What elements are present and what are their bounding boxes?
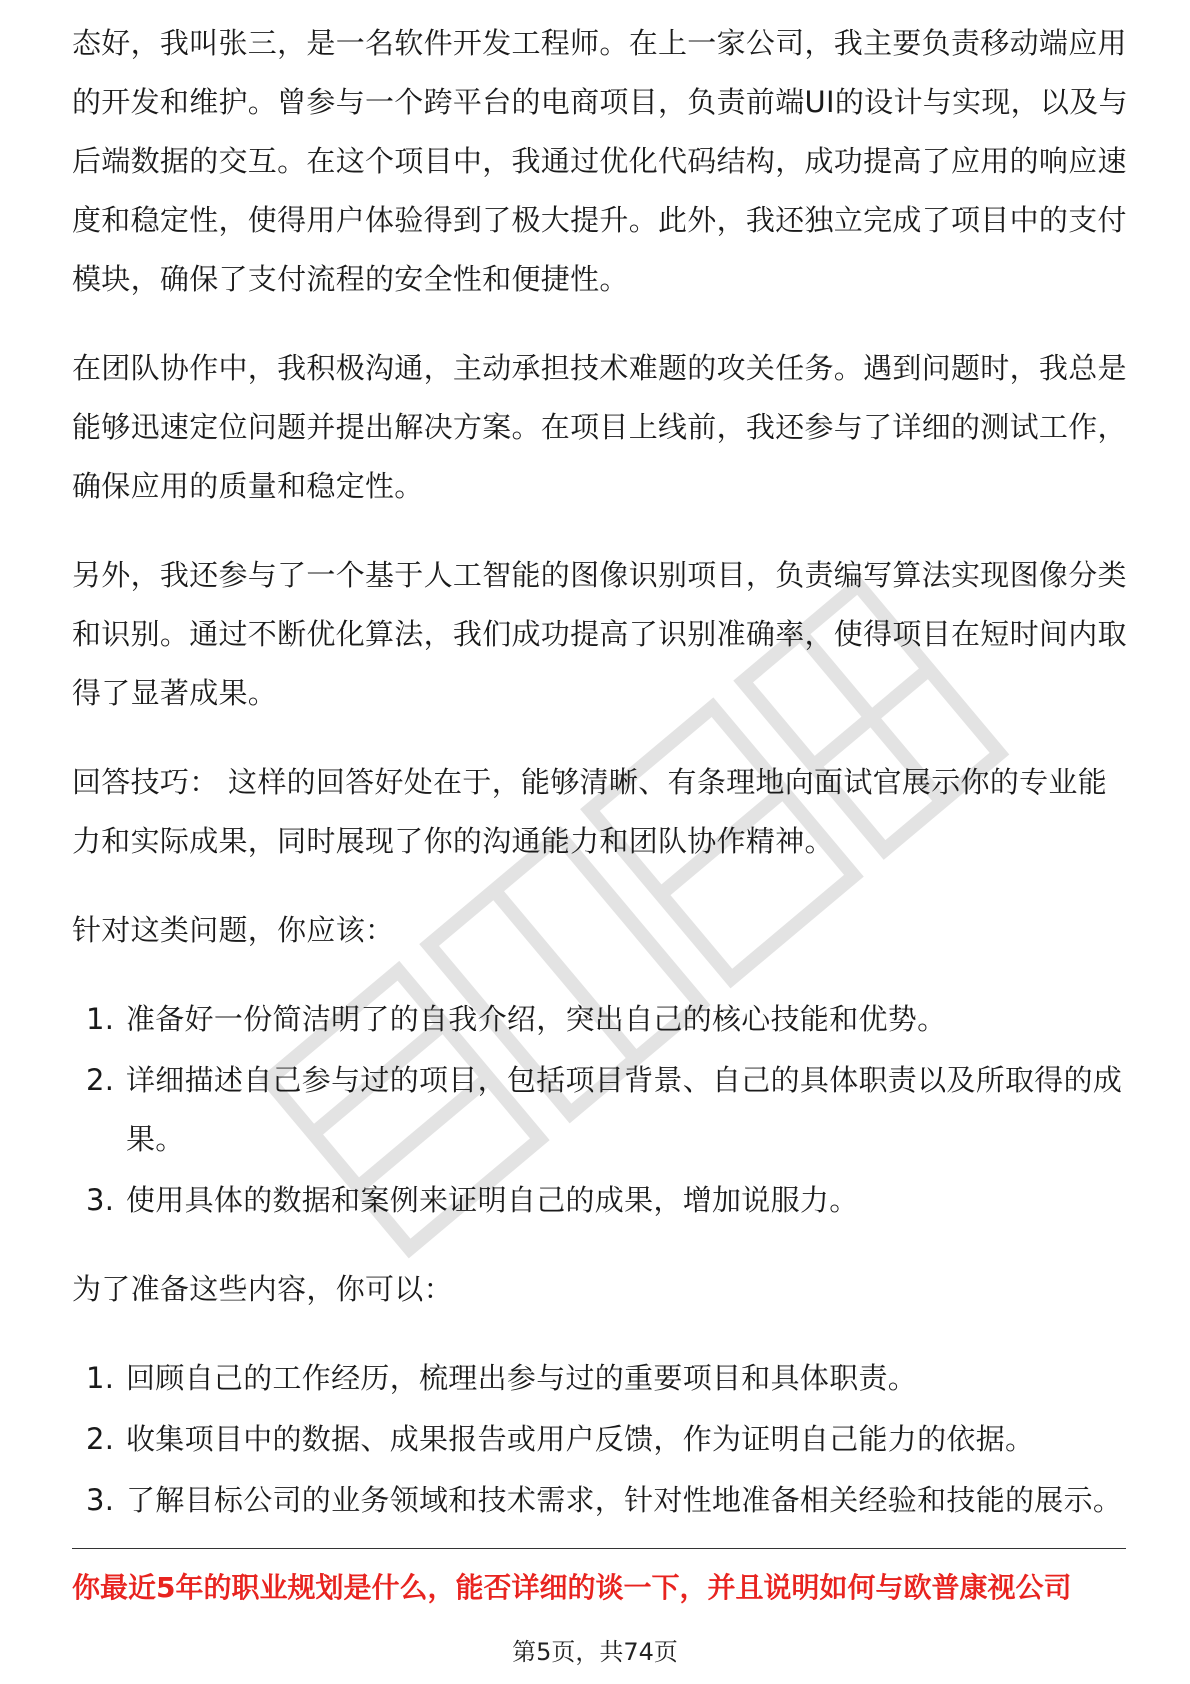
list-item-text: 准备好一份简洁明了的自我介绍，突出自己的核心技能和优势。	[126, 1002, 947, 1036]
list-item	[72, 1349, 1132, 1408]
ai-project-paragraph: 另外，我还参与了一个基于人工智能的图像识别项目，负责编写算法实现图像分类和识别。通过不断优化算法，我们成功提高了识别准确率，使得项目在短时间内取得了显著成果。	[72, 558, 1127, 710]
list-item-number: 2.	[86, 1063, 115, 1097]
list-item-number: 3.	[86, 1183, 115, 1217]
list-item-text: 详细描述自己参与过的项目，包括项目背景、自己的具体职责以及所取得的成果。	[126, 1063, 1123, 1156]
intro-paragraph: 态好，我叫张三，是一名软件开发工程师。在上一家公司，我主要负责移动端应用的开发和维护。曾参与一个跨平台的电商项目，负责前端UI的设计与实现，以及与后端数据的交互。在这个项目中，我通过优化代码结构，成功提高了应用的响应速度和稳定性，使得用户体验得到了极大提升。此外，我还独立完成了项目中的支付模块，确保了支付流程的安全性和便捷性。	[72, 26, 1128, 296]
list-item-text: 收集项目中的数据、成果报告或用户反馈，作为证明自己能力的依据。	[126, 1422, 1035, 1456]
list-item	[72, 1051, 1132, 1169]
answer-tips-paragraph: 回答技巧： 这样的回答好处在于，能够清晰、有条理地向面试官展示你的专业能力和实际成果，同时展现了你的沟通能力和团队协作精神。	[72, 765, 1108, 858]
page-number: 第5页，共74页	[512, 1638, 678, 1666]
teamwork-paragraph: 在团队协作中，我积极沟通，主动承担技术难题的攻关任务。遇到问题时，我总是能够迅速定位问题并提出解决方案。在项目上线前，我还参与了详细的测试工作，确保应用的质量和稳定性。	[72, 351, 1127, 503]
list-item-number: 1.	[86, 1002, 115, 1036]
prepare-heading: 为了准备这些内容，你可以：	[72, 1272, 453, 1306]
list-item-number: 1.	[86, 1361, 115, 1395]
should-do-list	[72, 990, 1132, 1230]
should-do-heading: 针对这类问题，你应该：	[72, 913, 395, 947]
list-item-text: 了解目标公司的业务领域和技术需求，针对性地准备相关经验和技能的展示。	[126, 1483, 1123, 1517]
list-item-number: 2.	[86, 1422, 115, 1456]
document-body	[72, 14, 1132, 1560]
list-item-number: 3.	[86, 1483, 115, 1517]
list-item	[72, 1471, 1132, 1530]
next-question-title: 你最近5年的职业规划是什么，能否详细的谈一下，并且说明如何与欧普康视公司	[72, 1571, 1072, 1604]
list-item-text: 使用具体的数据和案例来证明自己的成果，增加说服力。	[126, 1183, 859, 1217]
prepare-list	[72, 1349, 1132, 1530]
section-divider	[72, 1548, 1126, 1549]
list-item	[72, 990, 1132, 1049]
list-item	[72, 1410, 1132, 1469]
list-item	[72, 1171, 1132, 1230]
list-item-text: 回顾自己的工作经历，梳理出参与过的重要项目和具体职责。	[126, 1361, 918, 1395]
